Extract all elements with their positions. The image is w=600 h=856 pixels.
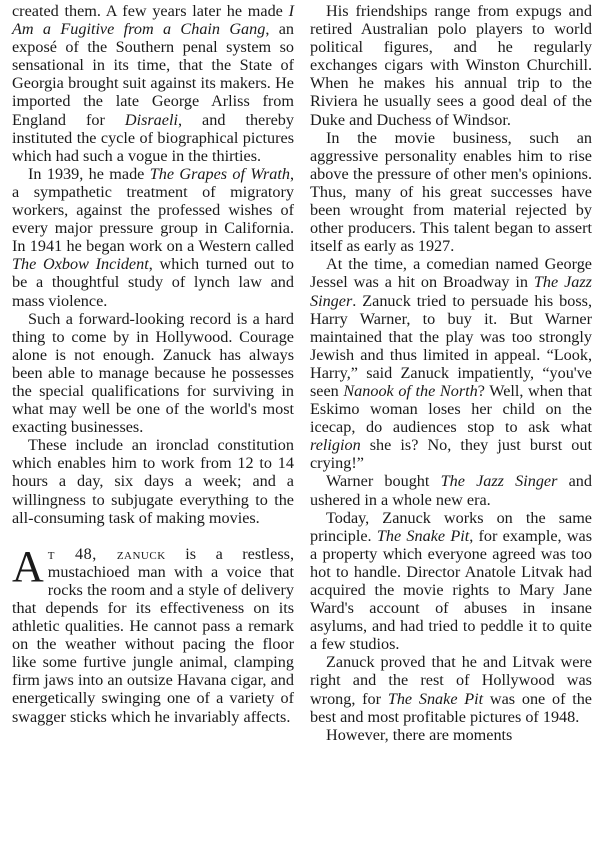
left-column (12, 2, 294, 856)
emphasis: religion (310, 436, 361, 455)
paragraph: At the time, a comedian named George Jessel was a hit on Broadway in The Jazz Singer. Zanuck tried to persuade his boss, Harry Warner, to buy it. But Warner maintained that the play was too strongly Jewish and thus limited in appeal. “Look, Harry,” said Zanuck impatiently, “you've seen Nanook of the North? Well, when that Eskimo woman loses her child on the icecap, do audiences stop to ask what religion she is? No, they just burst out crying!” (310, 255, 592, 473)
small-caps-lead: t 48, zanuck (47, 544, 166, 563)
film-title: The Jazz Singer (440, 472, 558, 491)
paragraph: In the movie business, such an aggressive personality enables him to rise above the pressure of other men's opinions. Thus, many of his great successes have been wrought from material rejected by other producers. This talent began to assert itself as early as 1927. (310, 128, 592, 256)
film-title: The Grapes of Wrath (149, 164, 290, 183)
drop-cap: A (12, 541, 44, 591)
film-title: Disraeli (124, 110, 178, 129)
paragraph: However, there are moments (326, 725, 513, 744)
film-title: The Jazz Singer (310, 273, 592, 310)
paragraph: In 1939, he made The Grapes of Wrath, a sympathetic treatment of migratory workers, against the professed wishes of every major pressure group in California. In 1941 he began work on a Western called The Oxbow Incident, which turned out to be a thoughtful study of lynch law and mass violence. (12, 164, 295, 310)
paragraph: Such a forward-looking record is a hard thing to come by in Hollywood. Courage alone is not enough. Zanuck has always been able to manage because he possesses the special qualifications for surviving in what may well be one of the world's most exacting businesses. (12, 309, 294, 437)
film-title: The Oxbow Incident (12, 255, 149, 274)
paragraph: These include an ironclad constitution which enables him to work from 12 to 14 hours a day, six days a week; and a willingness to subjugate everything to the all-consuming task of making movies. (12, 436, 294, 527)
film-title: Nanook of the North (343, 381, 478, 400)
paragraph: Warner bought The Jazz Singer and ushered in a whole new era. (310, 472, 592, 509)
film-title: I Am a Fugitive from a Chain Gang (12, 2, 294, 39)
film-title: The Snake Pit (387, 689, 484, 708)
paragraph: Today, Zanuck works on the same principle. The Snake Pit, for example, was a property which everyone agreed was too hot to handle. Director Anatole Litvak had acquired the movie rights to Mary Jane Ward's account of abuses in insane asylums, and had tried to peddle it to quite a few studios. (310, 508, 592, 654)
section-opening-paragraph: At 48, zanuck is a restless, mustachioed man with a voice that rocks the room and a style of delivery that depends for its effectiveness on its athletic qualities. He cannot pass a remark on the weather without pacing the floor like some furtive jungle animal, clamping firm jaws into an outsize Havana cigar, and energetically swinging one of a variety of swagger sticks which he invariably affects. (12, 541, 294, 726)
paragraph: Zanuck proved that he and Litvak were right and the rest of Hollywood was wrong, for The Snake Pit was one of the best and most profitable pictures of 1948. (310, 653, 592, 726)
film-title: The Snake Pit (376, 526, 470, 545)
right-column (310, 2, 592, 856)
paragraph: created them. A few years later he made I Am a Fugitive from a Chain Gang, an exposé of the Southern penal system so sensational in its time, that the State of Georgia brought suit against its makers. He imported the late George Arliss from England for Disraeli, and thereby instituted the cycle of biographical pictures which had such a vogue in the thirties. (12, 2, 295, 165)
paragraph: His friendships range from expugs and retired Australian polo players to world political figures, and he regularly exchanges cigars with Winston Churchill. When he makes his annual trip to the Riviera he usually sees a good deal of the Duke and Duchess of Windsor. (310, 2, 592, 129)
